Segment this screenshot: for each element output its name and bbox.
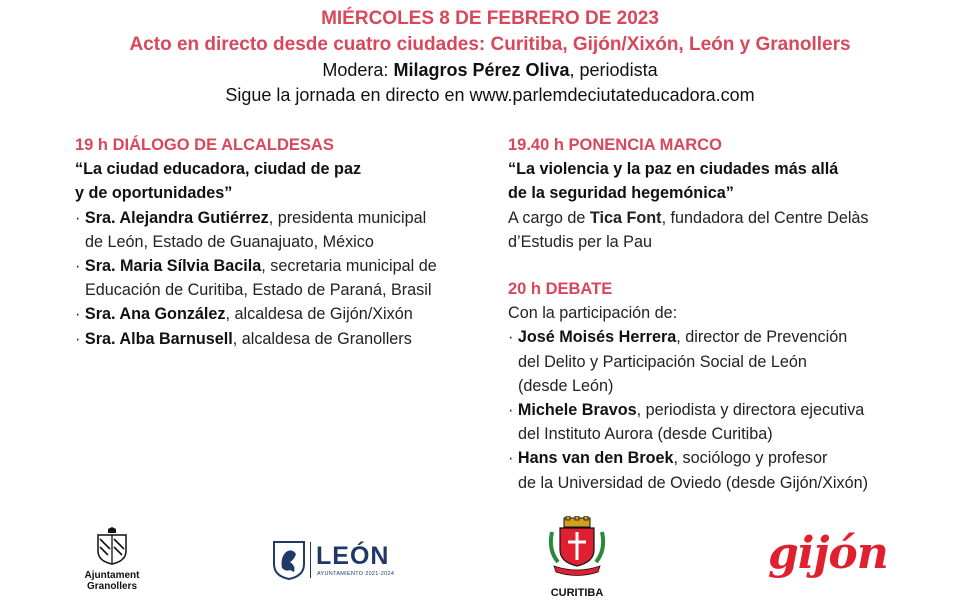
participant-role: del Delito y Participación Social de León bbox=[518, 352, 807, 371]
participant-item: · José Moisés Herrera, director de Prevención del Delito y Participación Social de León (desde León) bbox=[508, 328, 848, 395]
participant-role: , alcaldesa de Granollers bbox=[232, 329, 412, 348]
section-title: 19.40 h PONENCIA MARCO bbox=[508, 136, 722, 154]
participant-name: Sra. Alba Barnusell bbox=[84, 329, 233, 348]
moderator-role: , periodista bbox=[569, 60, 658, 80]
moderator-name: Milagros Pérez Oliva bbox=[393, 60, 570, 80]
speaker-prefix: A cargo de bbox=[508, 208, 590, 227]
participant-item: · Michele Bravos, periodista y directora ejecutiva del Instituto Aurora (desde Curitiba) bbox=[508, 401, 865, 444]
event-subtitle: Acto en directo desde cuatro ciudades: Curitiba, Gijón/Xixón, León y Granollers bbox=[129, 34, 851, 55]
participant-item: · Hans van den Broek, sociólogo y profesor de la Universidad de Oviedo (desde Gijón/Xixón) bbox=[508, 449, 869, 492]
participant-role: de León, Estado de Guanajuato, México bbox=[85, 232, 374, 251]
granollers-logo bbox=[78, 527, 146, 592]
participant-item: · Sra. Alejandra Gutiérrez, presidenta municipal de León, Estado de Guanajuato, México bbox=[75, 208, 427, 251]
event-header bbox=[0, 6, 980, 108]
participant-role: , director de Prevención bbox=[676, 328, 848, 347]
participant-name: Sra. Ana González bbox=[84, 305, 226, 324]
participant-name: Hans van den Broek bbox=[517, 449, 674, 468]
participant-role: , secretaria municipal de bbox=[261, 257, 437, 276]
speaker-name: Tica Font bbox=[589, 208, 662, 227]
curitiba-logo bbox=[544, 516, 610, 599]
event-date: MIÉRCOLES 8 DE FEBRERO DE 2023 bbox=[321, 8, 659, 29]
participant-name: José Moisés Herrera bbox=[517, 328, 677, 347]
moderator-label: Modera: bbox=[322, 60, 389, 80]
follow-line: Sigue la jornada en directo en www.parlemdeciutateducadora.com bbox=[225, 85, 755, 105]
speaker-line bbox=[508, 206, 948, 230]
participant-role: del Instituto Aurora (desde Curitiba) bbox=[518, 425, 773, 444]
leon-divider bbox=[310, 542, 311, 578]
moderator-line bbox=[0, 58, 980, 83]
section-title: 19 h DIÁLOGO DE ALCALDESAS bbox=[75, 136, 334, 154]
participant-role: Educación de Curitiba, Estado de Paraná, Brasil bbox=[85, 281, 432, 300]
leon-lion-icon bbox=[272, 540, 306, 580]
participant-name: Sra. Maria Sílvia Bacila bbox=[84, 257, 262, 276]
debate-intro: Con la participación de: bbox=[508, 304, 678, 323]
section-quote-line: “La ciudad educadora, ciudad de paz bbox=[75, 160, 362, 179]
granollers-shield-icon bbox=[78, 527, 146, 565]
participant-role: , periodista y directora ejecutiva bbox=[636, 401, 865, 420]
gijon-logo bbox=[768, 528, 888, 588]
speaker-line: d’Estudis per la Pau bbox=[508, 232, 652, 251]
participant-item: · Sra. Ana González, alcaldesa de Gijón/Xixón bbox=[75, 305, 413, 324]
participant-name: Michele Bravos bbox=[517, 401, 637, 420]
mayors-dialogue-section bbox=[75, 133, 485, 351]
section-quote-line: de la seguridad hegemónica” bbox=[508, 184, 734, 203]
gijon-wordmark: gijón bbox=[768, 528, 888, 579]
granollers-line: Ajuntament bbox=[84, 570, 140, 581]
leon-subtitle: AYUNTAMIENTO 2021-2024 bbox=[317, 571, 395, 577]
speaker-role: , fundadora del Centre Delàs bbox=[661, 208, 869, 227]
granollers-line: Granollers bbox=[86, 581, 138, 592]
spacer bbox=[508, 254, 948, 277]
participant-name: Sra. Alejandra Gutiérrez bbox=[84, 208, 269, 227]
leon-name: LEÓN bbox=[316, 542, 390, 570]
participant-item: · Sra. Maria Sílvia Bacila, secretaria municipal de Educación de Curitiba, Estado de Paraná, Brasil bbox=[75, 257, 437, 300]
participant-role: (desde León) bbox=[518, 376, 614, 395]
curitiba-coat-of-arms-icon bbox=[544, 516, 610, 580]
participant-role: , sociólogo y profesor bbox=[673, 449, 828, 468]
participant-role: , alcaldesa de Gijón/Xixón bbox=[225, 305, 413, 324]
participant-item: · Sra. Alba Barnusell, alcaldesa de Granollers bbox=[75, 329, 412, 348]
participant-role: de la Universidad de Oviedo (desde Gijón/Xixón) bbox=[518, 473, 869, 492]
keynote-debate-section bbox=[508, 133, 948, 495]
section-quote-line: “La violencia y la paz en ciudades más allá bbox=[508, 160, 839, 179]
curitiba-text: CURITIBA bbox=[550, 587, 604, 599]
section-title: 20 h DEBATE bbox=[508, 280, 613, 299]
participant-role: , presidenta municipal bbox=[268, 208, 427, 227]
granollers-text bbox=[78, 570, 146, 592]
section-quote-line: y de oportunidades” bbox=[75, 184, 233, 203]
leon-logo bbox=[272, 540, 402, 582]
